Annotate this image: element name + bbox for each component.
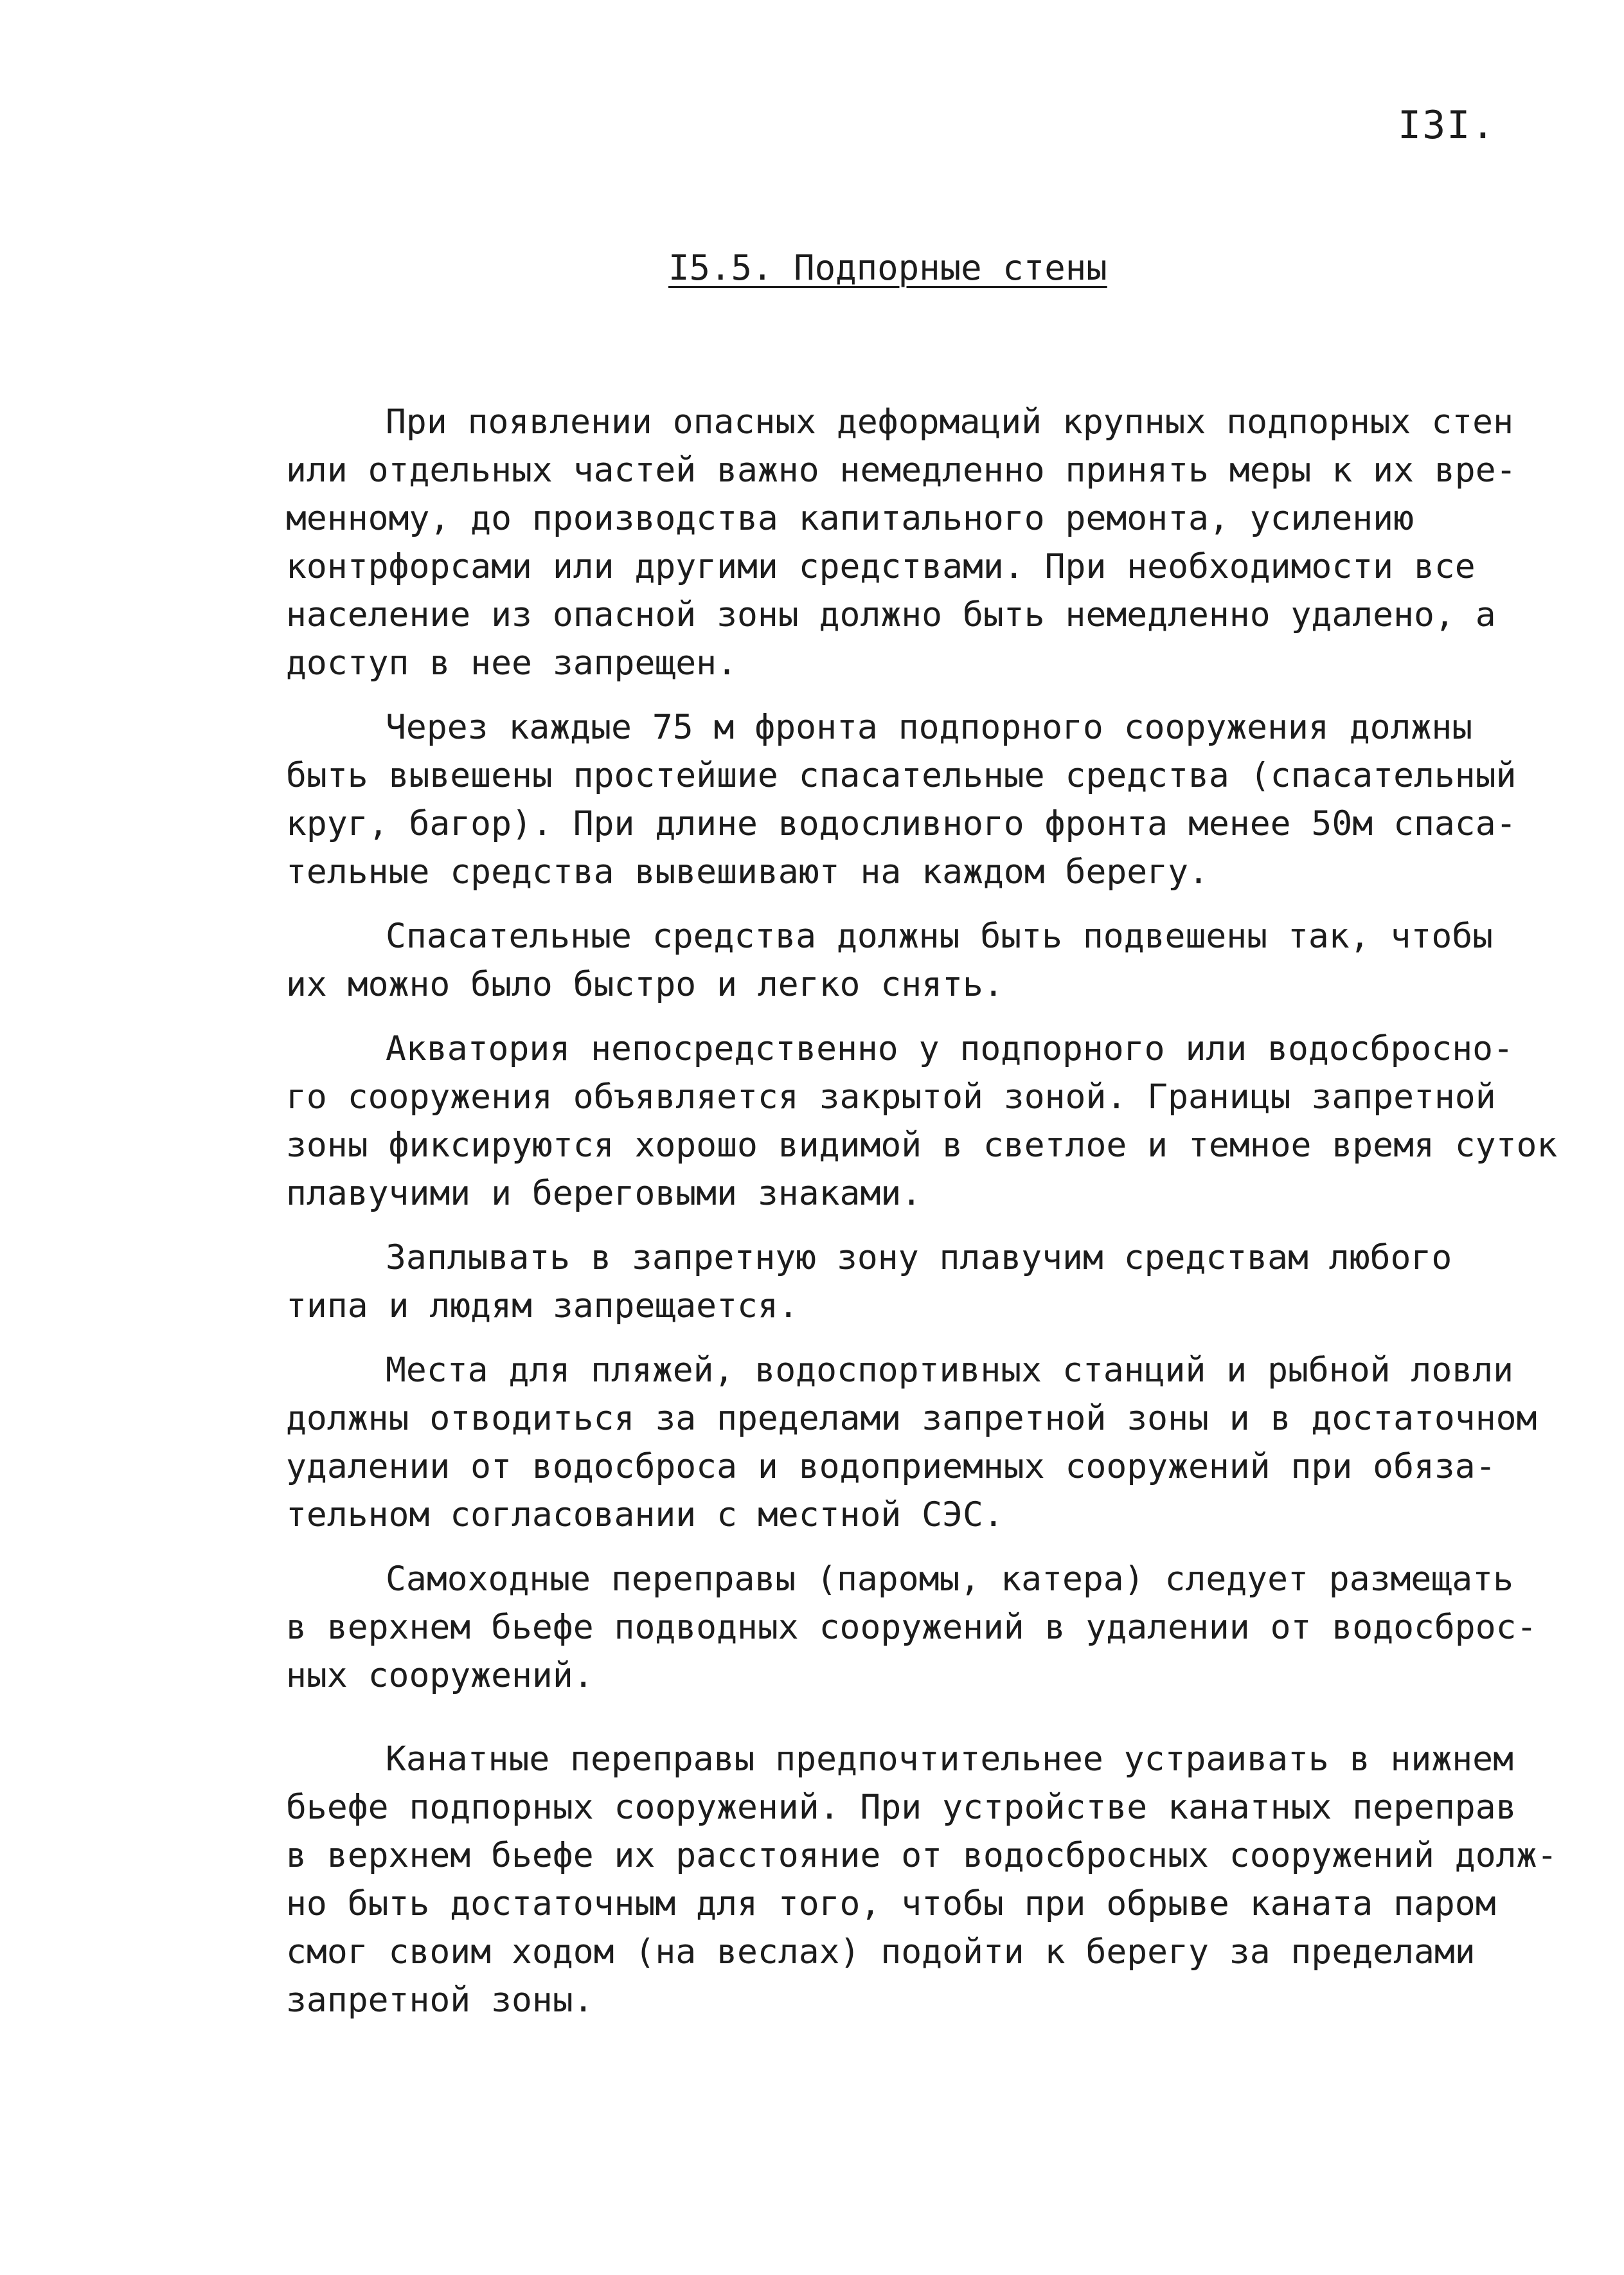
text-line: плавучими и береговыми знаками. — [286, 1174, 922, 1213]
text-line: зоны фиксируются хорошо видимой в светлое и темное время суток — [286, 1126, 1558, 1165]
text-line: менному, до производства капитального ремонта, усилению — [286, 499, 1414, 538]
text-line: тельные средства вывешивают на каждом берегу. — [286, 852, 1209, 892]
text-line: Спасательные средства должны быть подвешены так, чтобы — [386, 917, 1494, 956]
text-line: Канатные переправы предпочтительнее устраивать в нижнем — [386, 1740, 1513, 1779]
text-line: удалении от водосброса и водоприемных сооружений при обяза- — [286, 1447, 1496, 1486]
text-line: го сооружения объявляется закрытой зоной. Границы запретной — [286, 1077, 1496, 1117]
text-line: круг, багор). При длине водосливного фронта менее 50м спаса- — [286, 804, 1517, 843]
text-line: в верхнем бьефе подводных сооружений в удалении от водосброс- — [286, 1608, 1537, 1647]
text-line: бьефе подпорных сооружений. При устройстве канатных переправ — [286, 1788, 1517, 1827]
page-number: I3I. — [1398, 103, 1496, 148]
text-line: При появлении опасных деформаций крупных подпорных стен — [386, 402, 1513, 442]
text-line: Места для пляжей, водоспортивных станций и рыбной ловли — [386, 1351, 1513, 1390]
text-line: население из опасной зоны должно быть немедленно удалено, а — [286, 595, 1496, 634]
text-line: запретной зоны. — [286, 1981, 594, 2020]
text-line: Через каждые 75 м фронта подпорного сооружения должны — [386, 708, 1473, 747]
text-line: доступ в нее запрещен. — [286, 643, 737, 683]
section-title: I5.5. Подпорные стены — [668, 247, 1107, 288]
text-line: быть вывешены простейшие спасательные средства (спасательный — [286, 756, 1517, 795]
text-line: типа и людям запрещается. — [286, 1286, 799, 1326]
text-line: Акватория непосредственно у подпорного или водосбросно- — [386, 1029, 1513, 1068]
text-line: тельном согласовании с местной СЭС. — [286, 1495, 1004, 1534]
text-line: или отдельных частей важно немедленно принять меры к их вре- — [286, 451, 1517, 490]
text-line: должны отводиться за пределами запретной зоны и в достаточном — [286, 1399, 1537, 1438]
text-line: но быть достаточным для того, чтобы при обрыве каната паром — [286, 1884, 1496, 1923]
text-line: их можно было быстро и легко снять. — [286, 965, 1004, 1004]
text-line: Самоходные переправы (паромы, катера) следует размещать — [386, 1560, 1513, 1599]
text-line: Заплывать в запретную зону плавучим средствам любого — [386, 1238, 1452, 1277]
text-line: в верхнем бьефе их расстояние от водосбросных сооружений долж- — [286, 1836, 1558, 1875]
text-line: смог своим ходом (на веслах) подойти к берегу за пределами — [286, 1932, 1476, 1972]
text-line: контрфорсами или другими средствами. При необходимости все — [286, 547, 1476, 586]
text-line: ных сооружений. — [286, 1656, 594, 1695]
